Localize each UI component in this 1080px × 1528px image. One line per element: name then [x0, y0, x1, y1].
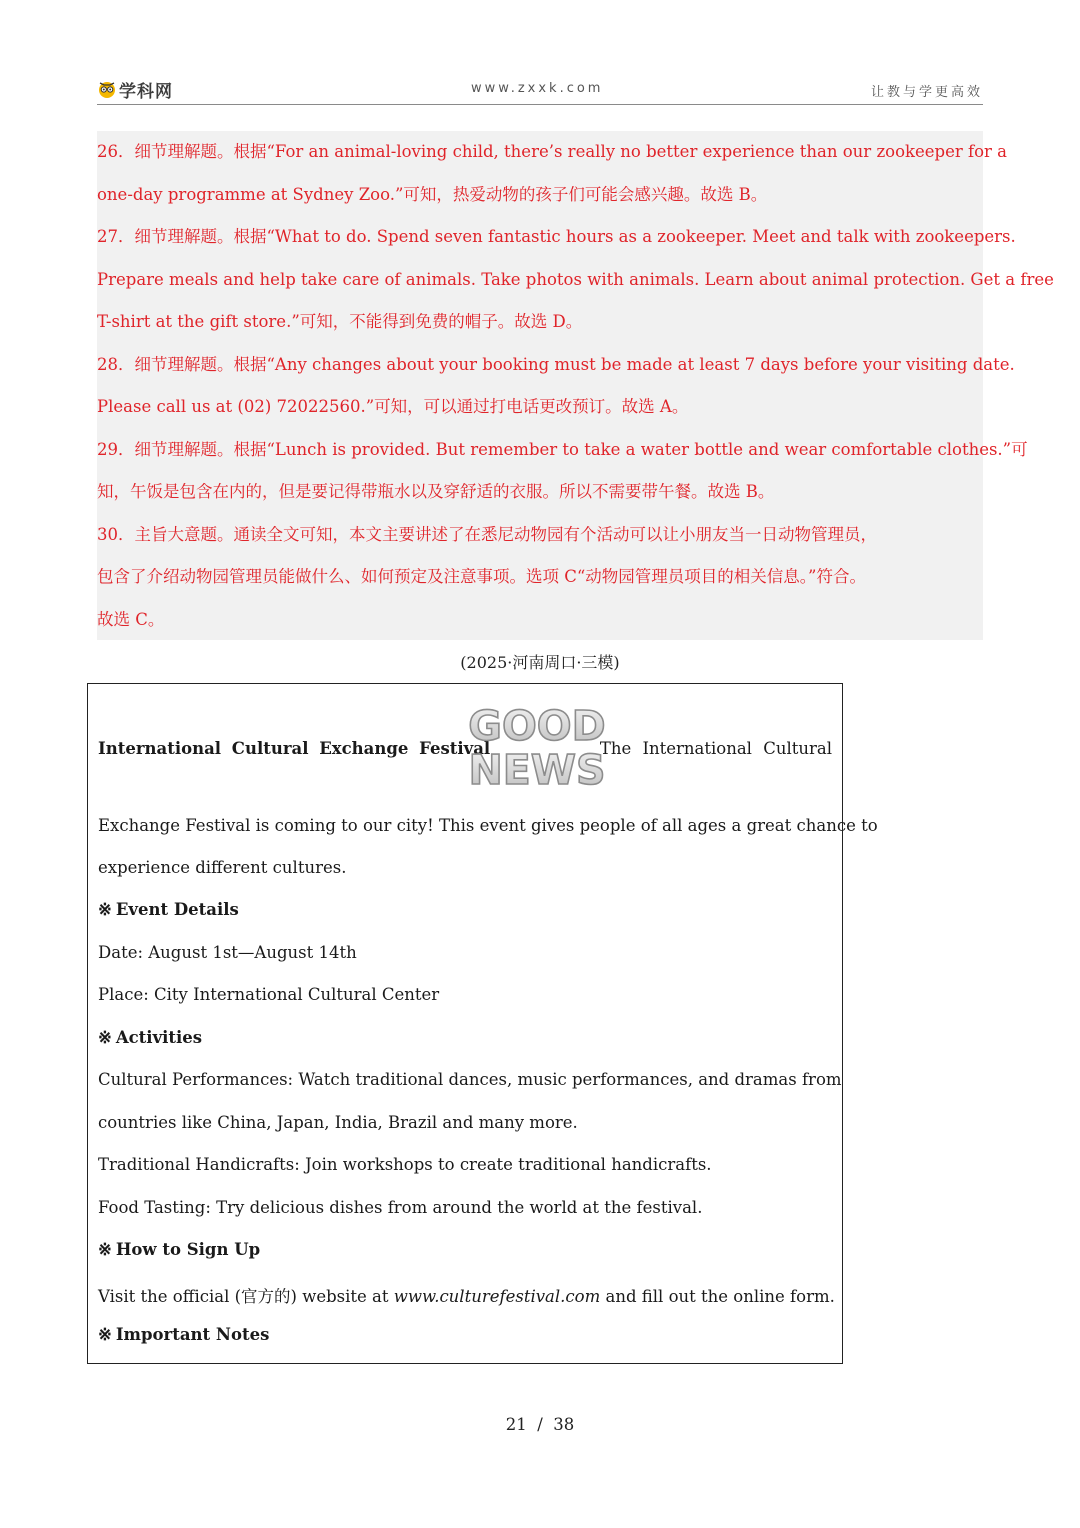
answer-line: 故选 C。: [97, 609, 165, 629]
answer-line: 知，午饭是包含在内的，但是要记得带瓶水以及穿舒适的衣服。所以不需要带午餐。故选 B。: [97, 482, 775, 501]
reference-mark-icon: ※: [98, 1240, 112, 1259]
header-slogan: 让教与学更高效: [870, 85, 983, 100]
reference-mark-icon: ※: [98, 900, 112, 919]
answer-line: Please call us at (02) 72022560.”可知，可以通过打电话更改预订。故选 A。: [97, 397, 689, 416]
important-notes-heading: [98, 1325, 269, 1344]
cultural-performances-line: countries like China, Japan, India, Brazil and many more.: [98, 1113, 578, 1132]
heading-text: Activities: [115, 1028, 203, 1047]
answer-line: Prepare meals and help take care of animals. Take photos with animals. Learn about animal protection. Get a free: [97, 269, 1054, 289]
activities-heading: [98, 1028, 202, 1047]
sign-up-heading: [98, 1240, 260, 1259]
heading-text: Important Notes: [115, 1325, 270, 1344]
source-label: (2025·河南周口·三模): [460, 653, 620, 672]
answer-line: 29．细节理解题。根据“Lunch is provided. But remember to take a water bottle and wear comfortable clothes.”可: [97, 439, 1028, 459]
answer-line: one-day programme at Sydney Zoo.”可知，热爱动物的孩子们可能会感兴趣。故选 B。: [97, 184, 768, 204]
site-logo[interactable]: [97, 76, 173, 102]
answer-explanations: [97, 131, 1054, 640]
reading-passage-box: [87, 683, 878, 1364]
good-news-image: [466, 700, 608, 790]
good-news-bottom: NEWS: [468, 746, 606, 790]
sign-up-suffix: and fill out the online form.: [600, 1287, 835, 1306]
sign-up-line: [98, 1283, 835, 1307]
festival-website-link[interactable]: www.culturefestival.com: [393, 1287, 601, 1306]
heading-text: Event Details: [115, 900, 239, 919]
answer-line: 包含了介绍动物园管理员能做什么、如何预定及注意事项。选项 C“动物园管理员项目的相关信息。”符合。: [97, 567, 866, 586]
answer-line: 30．主旨大意题。通读全文可知，本文主要讲述了在悉尼动物园有个活动可以让小朋友当一日动物管理员，: [97, 524, 877, 544]
answer-line: 28．细节理解题。根据“Any changes about your booking must be made at least 7 days before your visiting date.: [97, 354, 1015, 374]
logo-text: 学科网: [119, 81, 173, 102]
reference-mark-icon: ※: [98, 1325, 112, 1344]
event-details-heading: [98, 900, 239, 919]
intro-line: Exchange Festival is coming to our city! This event gives people of all ages a great chance to: [98, 816, 878, 835]
page-header: [97, 76, 983, 105]
place-line: Place: City International Cultural Center: [98, 985, 440, 1004]
reference-mark-icon: ※: [98, 1028, 112, 1047]
answer-line: 27．细节理解题。根据“What to do. Spend seven fantastic hours as a zookeeper. Meet and talk with zookeepers.: [97, 227, 1016, 246]
page-number: 21 / 38: [505, 1415, 575, 1434]
handicrafts-line: Traditional Handicrafts: Join workshops to create traditional handicrafts.: [98, 1155, 712, 1174]
heading-text: How to Sign Up: [115, 1240, 261, 1259]
owl-logo-icon: [97, 79, 117, 99]
passage-title: International Cultural Exchange Festival: [98, 739, 491, 758]
intro-first-part: The International Cultural: [599, 739, 832, 758]
good-news-top: GOOD: [468, 702, 606, 750]
food-tasting-line: Food Tasting: Try delicious dishes from around the world at the festival.: [98, 1198, 703, 1217]
cultural-performances-line: Cultural Performances: Watch traditional dances, music performances, and dramas from: [98, 1070, 842, 1089]
answer-line: 26．细节理解题。根据“For an animal-loving child, there’s really no better experience than our zookeeper for a: [97, 142, 1007, 161]
intro-line: experience different cultures.: [98, 858, 347, 877]
sign-up-prefix: Visit the official (官方的) website at: [98, 1287, 394, 1306]
answer-line: T-shirt at the gift store.”可知，不能得到免费的帽子。故选 D。: [97, 312, 583, 331]
site-url[interactable]: www.zxxk.com: [471, 81, 604, 96]
date-line: Date: August 1st—August 14th: [98, 943, 357, 962]
